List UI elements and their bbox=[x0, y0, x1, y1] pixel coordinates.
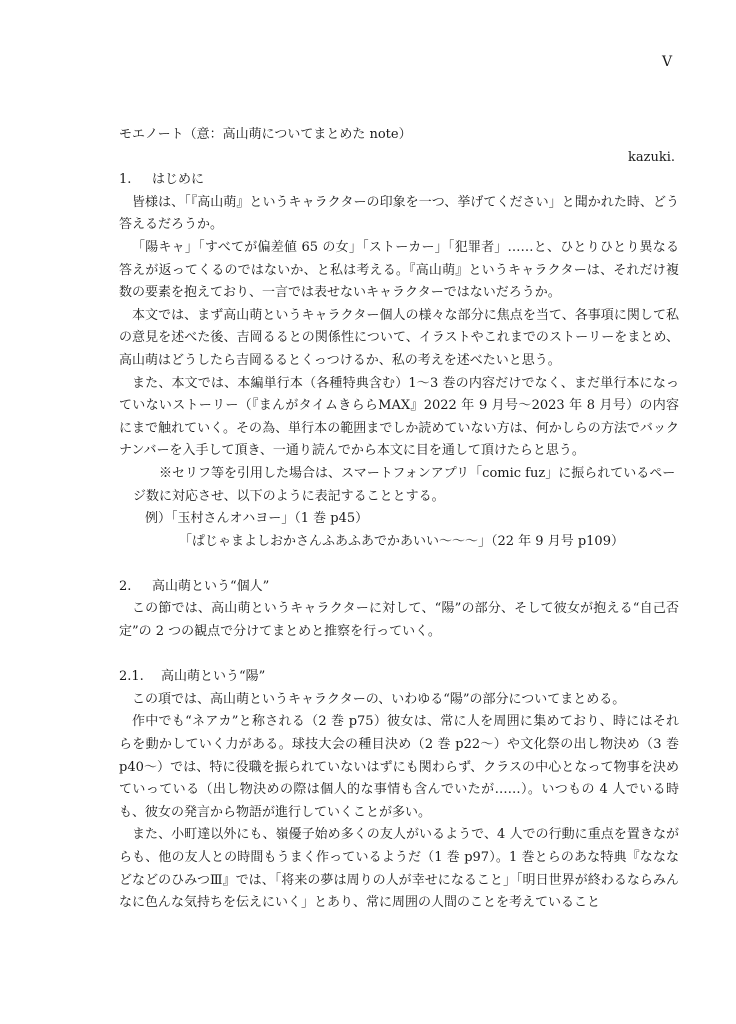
paragraph: 皆様は、「『高山萌』というキャラクターの印象を一つ、挙げてください」と聞かれた時、どう答えるだろうか。 bbox=[119, 194, 679, 233]
section-body-1 bbox=[119, 192, 679, 463]
paragraph: 作中でも“ネアカ”と称される（2 巻 p75）彼女は、常に人を周囲に集めており、時にはそれらを動かしていく力がある。球技大会の種目決め（2 巻 p22〜）や文化祭の出し物決め（3 巻 p40〜）では、特に役職を振られていないはずにも関わらず、クラスの中心となって物事を決めていっている（出し物決めの際は個人的な事情も含んでいたが……）。いつもの 4 人でいる時も、彼女の発言から物語が進行していくことが多い。 bbox=[119, 714, 679, 820]
section-body-2 bbox=[119, 598, 679, 643]
paragraph: この項では、高山萌というキャラクターの、いわゆる“陽”の部分についてまとめる。 bbox=[132, 691, 626, 707]
paragraph: また、本文では、本編単行本（各種特典含む）1〜3 巻の内容だけでなく、まだ単行本になっていないストーリー（『まんがタイムきららMAX』2022 年 9 月号〜2023 年 8 月号）の内容にまで触れていく。その為、単行本の範囲までしか読めていない方は、何かしらの方法でバックナンバーを入手して頂き、一通り読んでから本文に目を通して頂けたらと思う。 bbox=[119, 375, 679, 459]
section-number: 1. bbox=[119, 172, 132, 188]
page-number: V bbox=[662, 54, 673, 70]
section-title: 高山萌という“個人” bbox=[152, 578, 270, 594]
paragraph: この節では、高山萌というキャラクターに対して、“陽”の部分、そして彼女が抱える“自己否定”の 2 つの観点で分けてまとめと推察を行っていく。 bbox=[119, 601, 679, 640]
document-body bbox=[119, 124, 679, 915]
citation-example-2: 「ぱじゃまよしおかさんふあふあでかあいい〜〜〜」（22 年 9 月号 p109） bbox=[179, 533, 624, 549]
section-title: 高山萌という“陽” bbox=[161, 669, 266, 685]
paragraph: また、小町達以外にも、嶺優子始め多くの友人がいるようで、4 人での行動に重点を置きながらも、他の友人との時間もうまく作っているようだ（1 巻 p97）。1 巻とらのあな特典『なななどなどのひみつⅢ』では、「将来の夢は周りの人が幸せになること」「明日世界が終わるならみんなに色んな気持ちを伝えにいく」とあり、常に周囲の人間のことを考えていること bbox=[119, 827, 679, 911]
section-number: 2. bbox=[119, 578, 132, 594]
section-number: 2.1. bbox=[119, 669, 144, 685]
citation-example: 例）「玉村さんオハヨー」（1 巻 p45） bbox=[145, 511, 369, 527]
section-body-2-1 bbox=[119, 689, 679, 915]
note-text: ※セリフ等を引用した場合は、スマートフォンアプリ「comic fuz」に振られているページ数に対応させ、以下のように表記することとする。 bbox=[133, 465, 676, 504]
document-title: モエノート（意：高山萌についてまとめた note） bbox=[119, 127, 412, 142]
section-title: はじめに bbox=[152, 172, 205, 188]
section-heading-1 bbox=[119, 169, 679, 192]
section-heading-2-1 bbox=[119, 666, 679, 689]
author-name: kazuki. bbox=[627, 149, 675, 165]
paragraph: 本文では、まず高山萌というキャラクター個人の様々な部分に焦点を当て、各事項に関して私の意見を述べた後、吉岡るるとの関係性について、イラストやこれまでのストーリーをまとめ、高山萌はどうしたら吉岡るるとくっつけるか、私の考えを述べたいと思う。 bbox=[119, 307, 679, 368]
citation-note bbox=[119, 463, 679, 508]
paragraph: 「陽キャ」「すべてが偏差値 65 の女」「ストーカー」「犯罪者」……と、ひとりひとり異なる答えが返ってくるのではないか、と私は考える。『高山萌』というキャラクターは、それだけ複数の要素を抱えており、一言では表せないキャラクターではないだろうか。 bbox=[119, 239, 679, 301]
section-heading-2 bbox=[119, 576, 679, 599]
